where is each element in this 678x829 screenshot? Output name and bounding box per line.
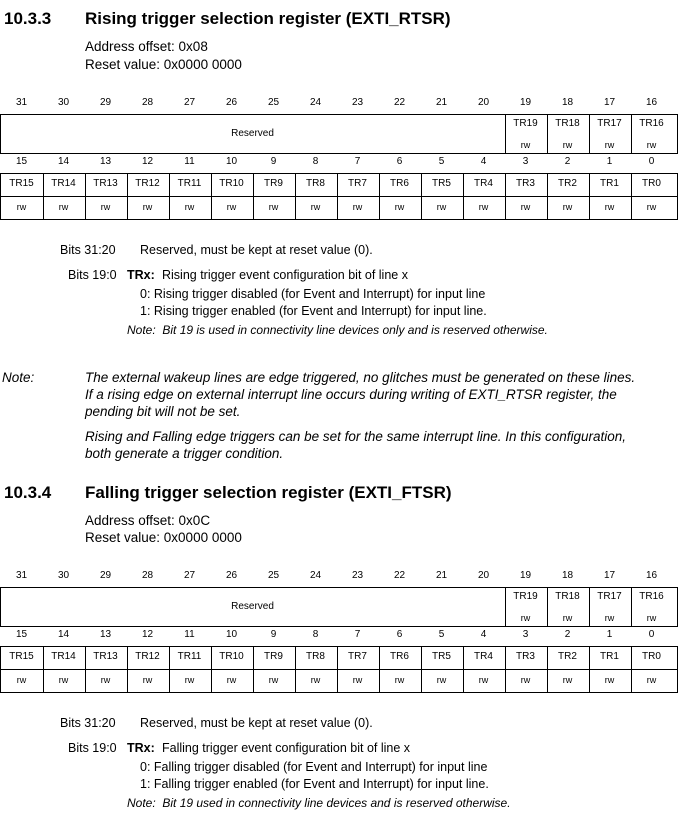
access-type: rw [58,202,69,212]
bit-number: 11 [184,156,195,167]
bit-number: 15 [15,629,28,640]
bit-number: 14 [57,156,70,167]
access-type: rw [16,675,27,685]
bit-field: TR5 [432,178,451,189]
bit-field: TR4 [474,178,493,189]
bit-field: TR17 [597,591,622,602]
bit-number: 17 [603,97,616,108]
access-type: rw [268,675,279,685]
bit-field: TR16 [639,118,664,129]
access-type: rw [646,202,657,212]
bit-number: 0 [648,156,655,167]
register-map-rtsr [0,97,678,220]
bit-number: 22 [393,570,406,581]
bit-field: TR11 [177,178,202,189]
desc-tr-name: TRx: [127,268,155,282]
reset-value: Reset value: 0x0000 0000 [85,530,242,545]
bit-number: 29 [99,97,112,108]
bit-number: 24 [309,97,322,108]
desc-tr-text: Falling trigger event configuration bit of line x [162,741,411,755]
bit-field: TR6 [390,651,409,662]
address-offset: Address offset: 0x08 [85,39,208,54]
access-type: rw [646,613,657,623]
bit-number: 23 [351,97,364,108]
desc-note: Note: Bit 19 used in connectivity line devices and is reserved otherwise. [127,796,511,810]
access-type: rw [16,202,27,212]
access-type: rw [310,675,321,685]
bit-number: 5 [438,629,445,640]
bit-number: 30 [57,97,70,108]
access-type: rw [436,202,447,212]
desc-tr-bits: Bits 19:0 [68,741,117,755]
bit-number: 11 [184,629,195,640]
bit-number: 9 [270,156,277,167]
bit-field: TR16 [639,591,664,602]
note-p2-line1: Rising and Falling edge triggers can be set for the same interrupt line. In this configuration, [85,429,627,444]
bit-number: 24 [309,570,322,581]
access-type: rw [394,202,405,212]
access-type: rw [520,140,531,150]
bit-field: TR12 [135,651,160,662]
bit-number: 3 [522,629,529,640]
bit-number: 31 [15,97,28,108]
access-type: rw [352,202,363,212]
bit-field: TR19 [513,118,538,129]
bit-number: 13 [99,629,112,640]
access-type: rw [646,140,657,150]
bit-number: 18 [561,570,574,581]
bit-number: 26 [225,570,238,581]
bit-number: 5 [438,156,445,167]
bit-number: 4 [480,629,487,640]
bit-number: 23 [351,570,364,581]
access-type: rw [562,140,573,150]
desc-tr-name: TRx: [127,741,155,755]
bit-number: 17 [603,570,616,581]
bit-number: 2 [564,156,571,167]
bit-number: 2 [564,629,571,640]
access-type: rw [562,675,573,685]
reserved-field: Reserved [231,128,274,139]
bit-number: 28 [141,97,154,108]
bit-number: 9 [270,629,277,640]
bit-field: TR8 [306,178,325,189]
bit-number: 10 [225,629,238,640]
access-type: rw [520,675,531,685]
bit-number: 21 [435,97,448,108]
desc-line-0: 0: Rising trigger disabled (for Event and Interrupt) for input line [140,287,486,301]
bit-number: 16 [645,97,658,108]
access-type: rw [58,675,69,685]
bit-number: 16 [645,570,658,581]
bit-number: 27 [183,97,196,108]
note-p2-line2: both generate a trigger condition. [85,446,284,461]
bit-number: 20 [477,570,490,581]
desc-reserved-text: Reserved, must be kept at reset value (0). [140,243,373,257]
bit-field: TR9 [264,178,283,189]
bit-field: TR18 [555,591,580,602]
access-type: rw [100,675,111,685]
desc-tr-bits: Bits 19:0 [68,268,117,282]
access-type: rw [142,675,153,685]
note-p1-line2: If a rising edge on external interrupt line occurs during writing of EXTI_RTSR register, the [85,387,617,402]
access-type: rw [604,140,615,150]
bit-field: TR17 [597,118,622,129]
bit-field: TR0 [642,651,661,662]
bit-number: 7 [354,156,361,167]
bit-field: TR4 [474,651,493,662]
row-divider [0,669,678,670]
access-type: rw [394,675,405,685]
reset-value: Reset value: 0x0000 0000 [85,57,242,72]
bit-number: 12 [141,156,154,167]
desc-note: Note: Bit 19 is used in connectivity line devices only and is reserved otherwise. [127,323,548,337]
section-title: Falling trigger selection register (EXTI_FTSR) [85,483,452,502]
bit-field: TR14 [51,651,76,662]
desc-reserved-bits: Bits 31:20 [60,716,116,730]
bit-field: TR10 [219,178,244,189]
bit-field: TR15 [9,178,34,189]
access-type: rw [562,613,573,623]
bit-number: 22 [393,97,406,108]
bit-field: TR1 [600,651,619,662]
bit-number: 10 [225,156,238,167]
bit-field: TR13 [93,178,118,189]
bit-number: 14 [57,629,70,640]
bit-field: TR19 [513,591,538,602]
bit-number: 31 [15,570,28,581]
access-type: rw [478,202,489,212]
bit-field: TR10 [219,651,244,662]
bit-number: 0 [648,629,655,640]
bit-field: TR7 [348,178,367,189]
bit-field: TR1 [600,178,619,189]
bit-number: 12 [141,629,154,640]
bit-field: TR8 [306,651,325,662]
bit-number: 8 [312,629,319,640]
bit-number: 20 [477,97,490,108]
register-map-ftsr [0,570,678,693]
bit-field: TR0 [642,178,661,189]
bit-number: 15 [15,156,28,167]
access-type: rw [562,202,573,212]
access-type: rw [352,675,363,685]
bit-field: TR3 [516,178,535,189]
bit-field: TR6 [390,178,409,189]
access-type: rw [520,613,531,623]
address-offset: Address offset: 0x0C [85,513,211,528]
bit-field: TR14 [51,178,76,189]
desc-line-1: 1: Falling trigger enabled (for Event and Interrupt) for input line. [140,777,489,791]
bit-number: 3 [522,156,529,167]
bit-field: TR2 [558,651,577,662]
bit-field: TR2 [558,178,577,189]
bit-number: 6 [396,629,403,640]
section-number: 10.3.3 [4,9,52,28]
bit-number: 19 [519,570,532,581]
bit-number: 13 [99,156,112,167]
desc-reserved-bits: Bits 31:20 [60,243,116,257]
access-type: rw [226,675,237,685]
note-label: Note: [2,370,35,385]
access-type: rw [142,202,153,212]
bit-number: 25 [267,570,280,581]
bit-number: 4 [480,156,487,167]
note-p1-line3: pending bit will not be set. [85,404,241,419]
bit-field: TR7 [348,651,367,662]
bit-number: 7 [354,629,361,640]
access-type: rw [604,613,615,623]
bit-field: TR5 [432,651,451,662]
access-type: rw [604,202,615,212]
section-number: 10.3.4 [4,483,52,502]
access-type: rw [226,202,237,212]
access-type: rw [478,675,489,685]
section-title: Rising trigger selection register (EXTI_RTSR) [85,9,451,28]
access-type: rw [310,202,321,212]
bit-field: TR3 [516,651,535,662]
access-type: rw [268,202,279,212]
bit-field: TR12 [135,178,160,189]
desc-reserved-text: Reserved, must be kept at reset value (0). [140,716,373,730]
bit-field: TR18 [555,118,580,129]
bit-number: 29 [99,570,112,581]
access-type: rw [604,675,615,685]
bit-field: TR9 [264,651,283,662]
access-type: rw [184,675,195,685]
access-type: rw [184,202,195,212]
bit-number: 21 [435,570,448,581]
bit-number: 1 [606,156,613,167]
bit-field: TR15 [9,651,34,662]
bit-number: 28 [141,570,154,581]
desc-tr-text: Rising trigger event configuration bit of line x [162,268,408,282]
note-p1-line1: The external wakeup lines are edge triggered, no glitches must be generated on these lines. [85,370,636,385]
bit-number: 8 [312,156,319,167]
bit-number: 1 [606,629,613,640]
access-type: rw [100,202,111,212]
row-divider [0,196,678,197]
access-type: rw [646,675,657,685]
bit-field: TR11 [177,651,202,662]
desc-line-1: 1: Rising trigger enabled (for Event and Interrupt) for input line. [140,304,487,318]
bit-number: 26 [225,97,238,108]
access-type: rw [520,202,531,212]
bit-number: 19 [519,97,532,108]
access-type: rw [436,675,447,685]
bit-number: 27 [183,570,196,581]
bit-number: 6 [396,156,403,167]
bit-field: TR13 [93,651,118,662]
bit-number: 18 [561,97,574,108]
reserved-field: Reserved [231,601,274,612]
bit-number: 30 [57,570,70,581]
bit-number: 25 [267,97,280,108]
desc-line-0: 0: Falling trigger disabled (for Event and Interrupt) for input line [140,760,488,774]
